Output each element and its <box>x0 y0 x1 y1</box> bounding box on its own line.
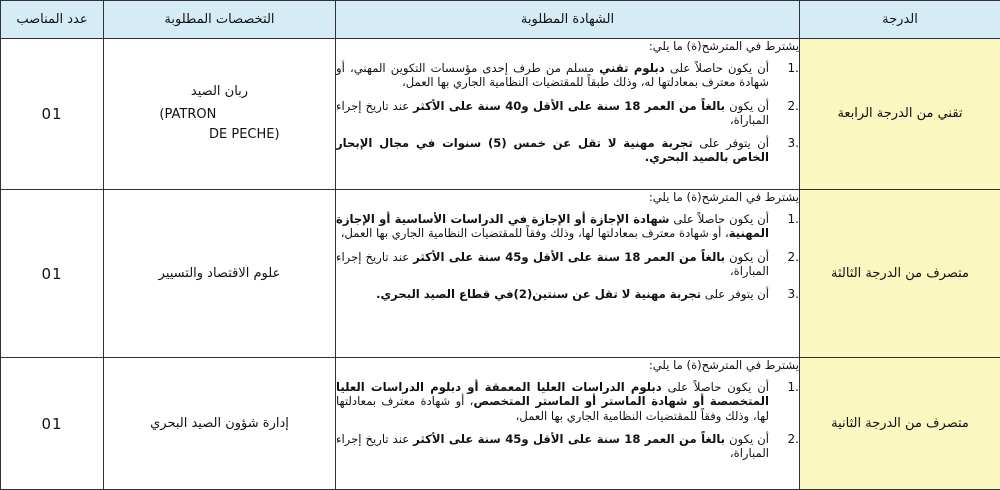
condition-bold: بالغاً من العمر 18 سنة على الأقل و45 سنة على الأكثر <box>413 432 725 446</box>
specialty-cell: علوم الاقتصاد والتسيير <box>104 190 336 358</box>
condition-text: أن يتوفر على <box>701 287 769 301</box>
condition-text: مسلم من طرف إحدى مؤسسات التكوين المهني، أو شهادة معترف بمعادلتها له، وذلك طبقاً للمقتضيات النظامية الجاري بها العمل، <box>336 61 769 89</box>
condition-text: أن يكون حاصلاً على <box>669 212 769 226</box>
condition-item <box>336 380 799 423</box>
specialty-fr-line2: DE PECHE) <box>209 127 280 142</box>
condition-item <box>336 287 799 301</box>
table-header-row <box>1 1 1000 39</box>
grade-cell: متصرف من الدرجة الثالثة <box>800 190 1000 358</box>
conditions-list <box>336 380 799 460</box>
condition-text: ، أو شهادة معترف بمعادلتها لها، وذلك وفقاً للمقتضيات النظامية الجاري بها العمل، <box>341 226 729 240</box>
condition-number: 3. <box>788 287 799 301</box>
condition-text: عند تاريخ إجراء المباراة، <box>336 432 769 460</box>
header-grade: الدرجة <box>800 1 1000 39</box>
conditions-list <box>336 61 799 164</box>
certificate-cell <box>336 39 800 190</box>
header-count: عدد المناصب <box>1 1 104 39</box>
conditions-intro: يشترط في المترشح(ة) ما يلي: <box>336 39 799 53</box>
condition-bold: بالغاً من العمر 18 سنة على الأقل و40 سنة على الأكثر <box>413 99 725 113</box>
condition-number: 3. <box>788 136 799 150</box>
conditions-intro: يشترط في المترشح(ة) ما يلي: <box>336 358 799 372</box>
condition-text: أن يكون <box>725 432 769 446</box>
specialty-fr <box>159 105 279 145</box>
specialty-cell <box>104 39 336 190</box>
condition-number: 1. <box>788 212 799 226</box>
condition-item <box>336 212 799 240</box>
table-row <box>1 190 1000 358</box>
specialty-fr-line1: (PATRON <box>159 107 216 122</box>
condition-bold: بالغاً من العمر 18 سنة على الأقل و45 سنة على الأكثر <box>413 250 725 264</box>
positions-count: 01 <box>1 358 104 490</box>
condition-text: أن يكون <box>725 99 769 113</box>
condition-bold: تجربة مهنية لا تقل عن سنتين(2)في قطاع الصيد البحري. <box>376 287 701 301</box>
condition-text: أن يكون حاصلاً على <box>662 380 769 394</box>
condition-bold: دبلوم تقني <box>599 61 664 75</box>
condition-item <box>336 136 799 164</box>
header-specialties: التخصصات المطلوبة <box>104 1 336 39</box>
specialty-ar: ربان الصيد <box>104 84 335 99</box>
conditions-intro: يشترط في المترشح(ة) ما يلي: <box>336 190 799 204</box>
condition-text: أن يكون حاصلاً على <box>665 61 769 75</box>
condition-item <box>336 99 799 127</box>
header-certificate: الشهادة المطلوبة <box>336 1 800 39</box>
condition-number: 2. <box>788 250 799 264</box>
positions-count: 01 <box>1 39 104 190</box>
positions-count: 01 <box>1 190 104 358</box>
condition-bold: دبلوم الدراسات العليا المعمقة أو دبلوم الدراسات العليا المتخصصة أو شهادة الماستر أو الماستر المتخصص <box>336 380 769 408</box>
grade-cell: تقني من الدرجة الرابعة <box>800 39 1000 190</box>
condition-text: عند تاريخ إجراء المباراة، <box>336 250 769 278</box>
condition-number: 2. <box>788 99 799 113</box>
grade-cell: متصرف من الدرجة الثانية <box>800 358 1000 490</box>
condition-item <box>336 61 799 89</box>
condition-number: 2. <box>788 432 799 446</box>
condition-bold: شهادة الإجازة أو الإجازة في الدراسات الأساسية أو الإجازة المهنية <box>336 212 769 240</box>
specialty-cell: إدارة شؤون الصيد البحري <box>104 358 336 490</box>
conditions-list <box>336 212 799 301</box>
table-row <box>1 358 1000 490</box>
certificate-cell <box>336 358 800 490</box>
condition-text: عند تاريخ إجراء المباراة، <box>336 99 769 127</box>
condition-text: أن يكون <box>725 250 769 264</box>
certificate-cell <box>336 190 800 358</box>
table-row <box>1 39 1000 190</box>
condition-number: 1. <box>788 61 799 75</box>
condition-item <box>336 250 799 278</box>
condition-text: ، أو شهادة معترف بمعادلتها لها، وذلك وفقاً للمقتضيات النظامية الجاري بها العمل، <box>336 394 769 422</box>
condition-bold: تجربة مهنية لا تقل عن خمس (5) سنوات في مجال الإبحار الخاص بالصيد البحري. <box>336 136 769 164</box>
condition-text: أن يتوفر على <box>693 136 769 150</box>
condition-item <box>336 432 799 460</box>
condition-number: 1. <box>788 380 799 394</box>
